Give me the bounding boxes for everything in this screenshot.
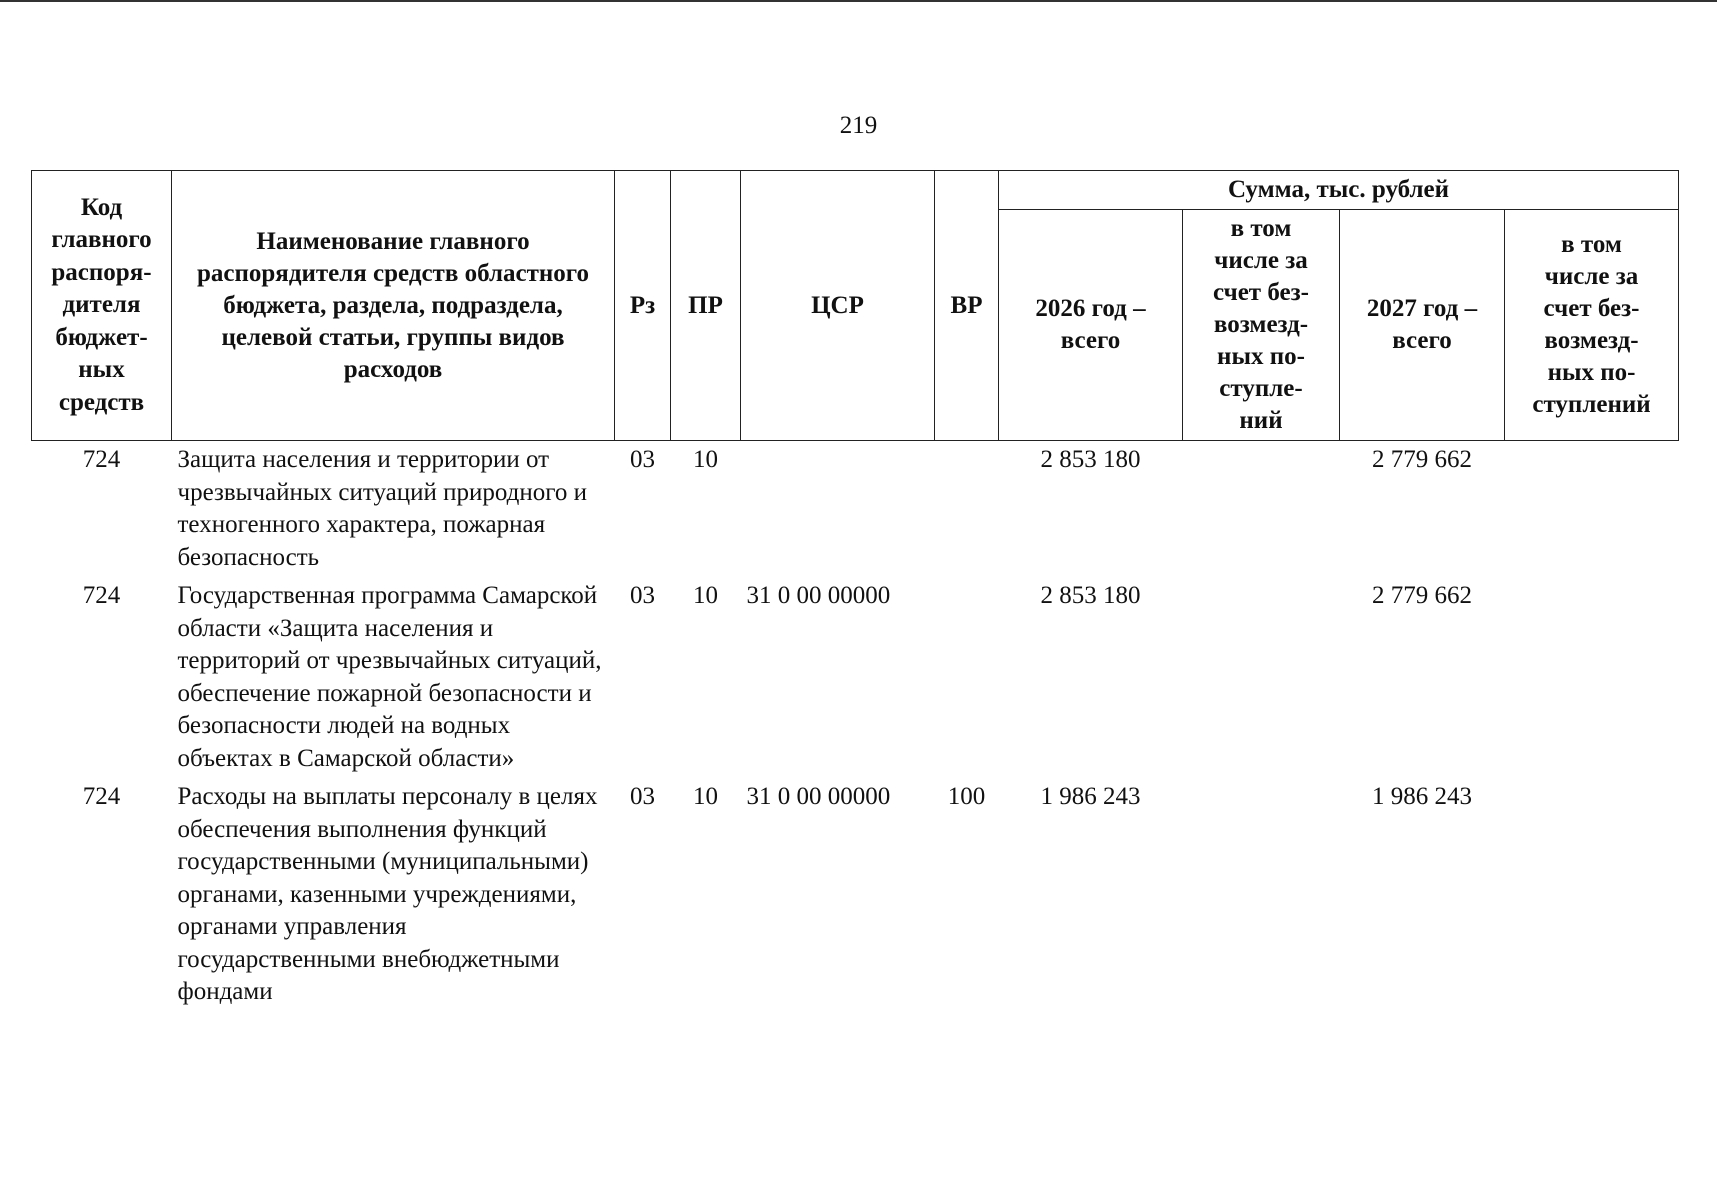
header-2026-grants: в том числе за счет без- возмезд- ных по- ступле- ний xyxy=(1183,210,1340,441)
budget-table xyxy=(31,170,1679,1009)
cell-rz: 03 xyxy=(630,783,655,810)
header-row-top xyxy=(32,171,1679,210)
cell-code: 724 xyxy=(82,582,121,609)
cell-2027-total: 2 779 662 xyxy=(1372,582,1472,609)
page-number: 219 xyxy=(839,112,878,139)
cell-vr xyxy=(935,441,999,575)
header-sum-group: Сумма, тыс. рублей xyxy=(999,171,1679,210)
cell-2027-grants xyxy=(1505,574,1679,775)
header-name: Наименование главного распорядителя средств областного бюджета, раздела, подраздела, целевой статьи, группы видов расходов xyxy=(172,171,615,441)
cell-2027-total: 2 779 662 xyxy=(1372,446,1472,473)
page-top-border xyxy=(0,0,1717,2)
cell-rz: 03 xyxy=(630,446,655,473)
header-pr: ПР xyxy=(671,171,741,441)
table-row xyxy=(32,441,1679,575)
cell-2027-grants xyxy=(1505,441,1679,575)
cell-2027-total: 1 986 243 xyxy=(1372,783,1472,810)
cell-rz: 03 xyxy=(630,582,655,609)
cell-code: 724 xyxy=(82,783,121,810)
table-row xyxy=(32,574,1679,775)
cell-2026-grants xyxy=(1183,775,1340,1009)
header-2027-grants: в том числе за счет без- возмезд- ных по- ступлений xyxy=(1505,210,1679,441)
cell-csr xyxy=(741,441,935,575)
cell-2026-grants xyxy=(1183,574,1340,775)
cell-name: Расходы на выплаты персоналу в целях обеспечения выполнения функций государственными (муниципальными) органами, казенными учреждениями, органами управления государственными внебюджетными фондами xyxy=(177,783,598,1005)
header-2026-total: 2026 год – всего xyxy=(999,210,1183,441)
cell-name: Государственная программа Самарской области «Защита населения и территорий от чрезвычайных ситуаций, обеспечение пожарной безопасности и безопасности людей на водных объектах в Самарской области» xyxy=(177,582,602,772)
header-vr: ВР xyxy=(935,171,999,441)
cell-csr: 31 0 00 00000 xyxy=(746,783,891,810)
cell-2026-total: 2 853 180 xyxy=(1040,582,1141,609)
cell-code: 724 xyxy=(82,446,121,473)
table-row xyxy=(32,775,1679,1009)
cell-vr xyxy=(935,574,999,775)
cell-pr: 10 xyxy=(693,446,718,473)
cell-vr: 100 xyxy=(947,783,986,810)
header-code: Код главного распоря- дителя бюджет- ных средств xyxy=(32,171,172,441)
header-rz: Рз xyxy=(615,171,671,441)
cell-name: Защита населения и территории от чрезвычайных ситуаций природного и техногенного характера, пожарная безопасность xyxy=(177,446,588,571)
cell-2026-total: 2 853 180 xyxy=(1040,446,1141,473)
cell-2027-grants xyxy=(1505,775,1679,1009)
header-2027-total: 2027 год – всего xyxy=(1340,210,1505,441)
header-csr: ЦСР xyxy=(741,171,935,441)
cell-csr: 31 0 00 00000 xyxy=(746,582,891,609)
cell-2026-grants xyxy=(1183,441,1340,575)
cell-pr: 10 xyxy=(693,582,718,609)
cell-2026-total: 1 986 243 xyxy=(1040,783,1141,810)
cell-pr: 10 xyxy=(693,783,718,810)
